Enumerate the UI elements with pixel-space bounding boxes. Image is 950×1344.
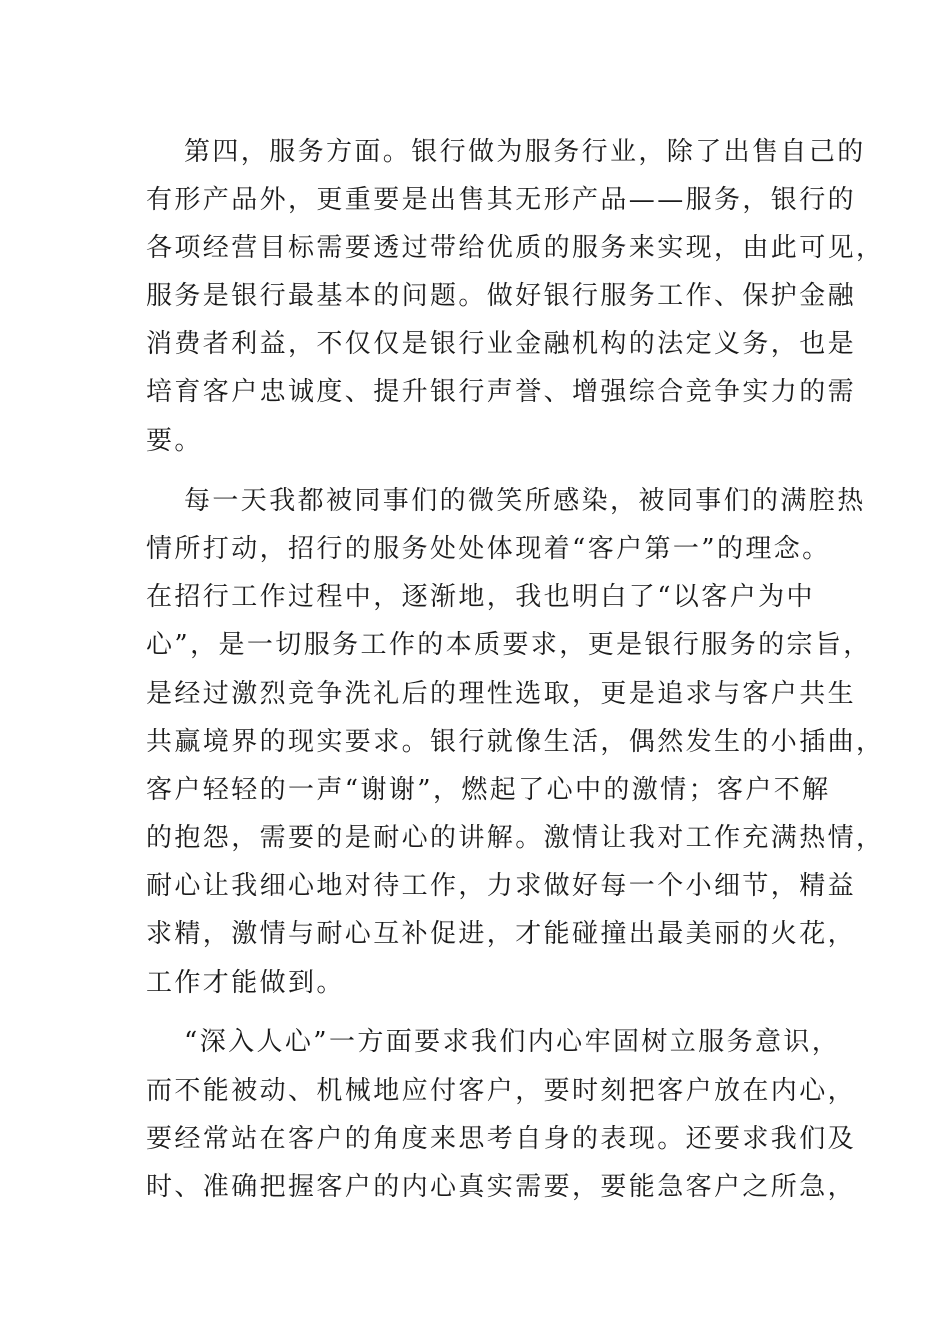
paragraph-1-line-4: 服务是银行最基本的问题。做好银行服务工作、保护金融 — [146, 281, 857, 311]
paragraph-2-line-7: 客户轻轻的一声“谢谢”，燃起了心中的激情；客户不解 — [146, 775, 831, 805]
paragraph-2-line-2: 情所打动，招行的服务处处体现着“客户第一”的理念。 — [146, 534, 831, 564]
paragraph-3-line-2: 而不能被动、机械地应付客户，要时刻把客户放在内心， — [146, 1076, 857, 1106]
paragraph-1-line-3: 各项经营目标需要透过带给优质的服务来实现，由此可见， — [146, 233, 885, 263]
paragraph-2-line-10: 求精，激情与耐心互补促进，才能碰撞出最美丽的火花， — [146, 919, 857, 949]
paragraph-1-line-1: 第四，服务方面。银行做为服务行业，除了出售自己的 — [184, 137, 866, 167]
paragraph-2-line-3: 在招行工作过程中，逐渐地，我也明白了“以客户为中 — [146, 582, 815, 612]
paragraph-2-line-8: 的抱怨，需要的是耐心的讲解。激情让我对工作充满热情， — [146, 823, 885, 853]
paragraph-2-line-1: 每一天我都被同事们的微笑所感染，被同事们的满腔热 — [184, 486, 866, 516]
paragraph-1-line-7: 要。 — [146, 426, 203, 456]
paragraph-3-line-4: 时、准确把握客户的内心真实需要，要能急客户之所急， — [146, 1172, 857, 1202]
paragraph-2-line-11: 工作才能做到。 — [146, 968, 345, 998]
paragraph-3-line-1: “深入人心”一方面要求我们内心牢固树立服务意识， — [184, 1027, 841, 1057]
paragraph-3-line-3: 要经常站在客户的角度来思考自身的表现。还要求我们及 — [146, 1124, 857, 1154]
paragraph-2-line-6: 共赢境界的现实要求。银行就像生活，偶然发生的小插曲， — [146, 727, 885, 757]
paragraph-2-line-9: 耐心让我细心地对待工作，力求做好每一个小细节，精益 — [146, 871, 857, 901]
paragraph-1-line-6: 培育客户忠诚度、提升银行声誉、增强综合竞争实力的需 — [146, 377, 857, 407]
paragraph-1-line-5: 消费者利益，不仅仅是银行业金融机构的法定义务，也是 — [146, 329, 857, 359]
paragraph-1-line-2: 有形产品外，更重要是出售其无形产品——服务，银行的 — [146, 185, 857, 215]
paragraph-2-line-4: 心”，是一切服务工作的本质要求，更是银行服务的宗旨， — [146, 630, 872, 660]
paragraph-2-line-5: 是经过激烈竞争洗礼后的理性选取，更是追求与客户共生 — [146, 679, 857, 709]
